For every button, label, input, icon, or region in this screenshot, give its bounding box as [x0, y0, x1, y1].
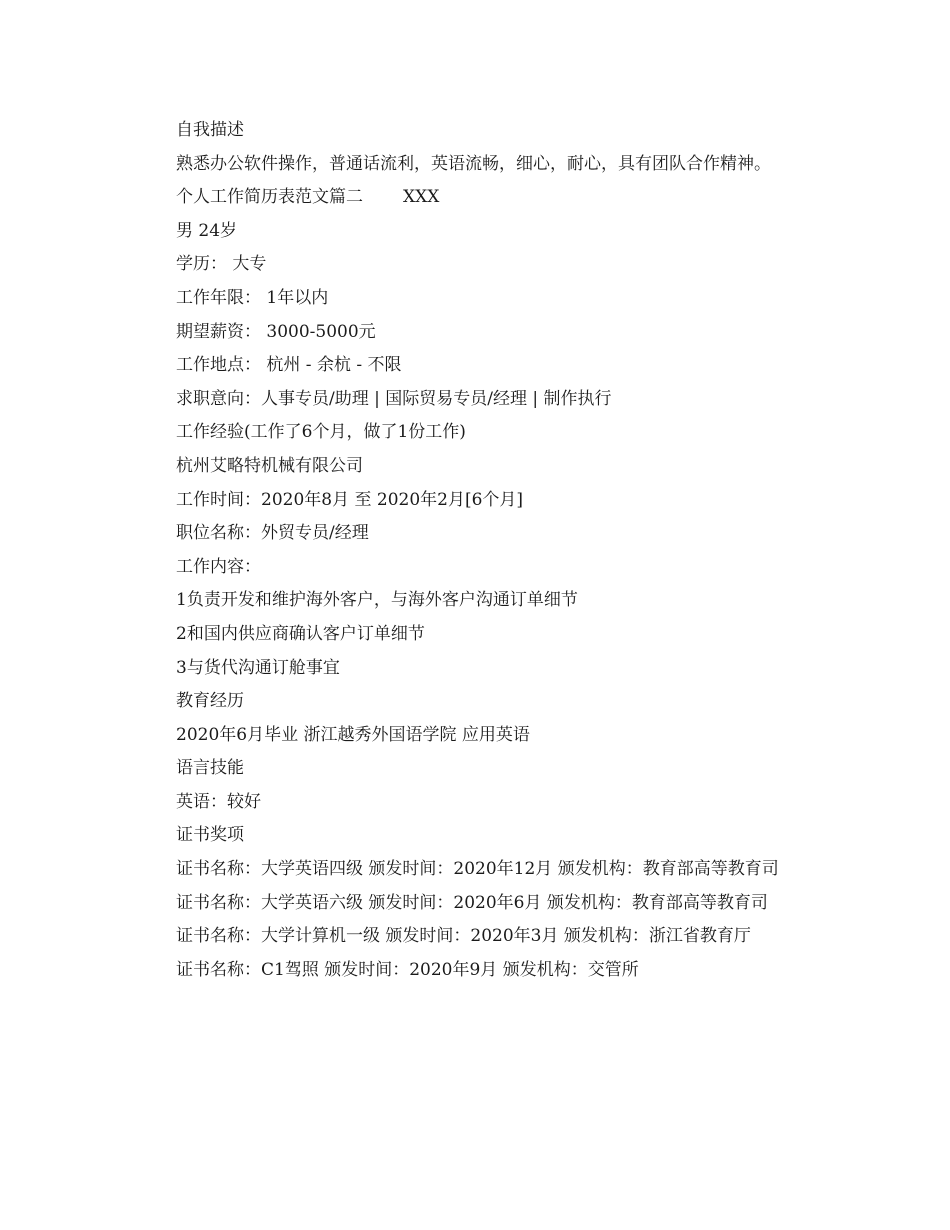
certificate-entry: 证书名称：大学英语六级 颁发时间：2020年6月 颁发机构：教育部高等教育司: [176, 892, 768, 913]
education-level: 学历： 大专: [176, 254, 267, 275]
resume-title: 个人工作简历表范文篇二: [176, 187, 363, 208]
company-name: 杭州艾略特机械有限公司: [176, 455, 363, 476]
work-content-item: 1负责开发和维护海外客户，与海外客户沟通订单细节: [176, 590, 578, 611]
job-title: 职位名称：外贸专员/经理: [176, 523, 369, 544]
work-location: 工作地点： 杭州 - 余杭 - 不限: [176, 355, 402, 376]
section-heading-education: 教育经历: [176, 691, 244, 712]
work-content-label: 工作内容：: [176, 556, 261, 577]
candidate-name: XXX: [403, 187, 440, 208]
expected-salary: 期望薪资： 3000-5000元: [176, 321, 376, 342]
certificate-entry: 证书名称：C1驾照 颁发时间：2020年9月 颁发机构：交管所: [176, 959, 639, 980]
language-skill-entry: 英语：较好: [176, 791, 261, 812]
job-intention: 求职意向：人事专员/助理 | 国际贸易专员/经理 | 制作执行: [176, 388, 612, 409]
section-heading-self-description: 自我描述: [176, 120, 244, 140]
work-content-item: 2和国内供应商确认客户订单细节: [176, 623, 425, 644]
work-years: 工作年限： 1年以内: [176, 287, 329, 308]
section-heading-work-experience: 工作经验(工作了6个月，做了1份工作): [176, 422, 466, 443]
section-heading-language-skills: 语言技能: [176, 758, 244, 779]
work-period: 工作时间：2020年8月 至 2020年2月[6个月]: [176, 489, 524, 510]
certificate-entry: 证书名称：大学英语四级 颁发时间：2020年12月 颁发机构：教育部高等教育司: [176, 859, 779, 880]
work-content-item: 3与货代沟通订舱事宜: [176, 657, 340, 678]
section-heading-certificates: 证书奖项: [176, 825, 244, 846]
certificate-entry: 证书名称：大学计算机一级 颁发时间：2020年3月 颁发机构：浙江省教育厅: [176, 926, 751, 947]
gender-age: 男 24岁: [176, 220, 238, 241]
resume-content: [140, 114, 820, 987]
self-description-text: 熟悉办公软件操作，普通话流利，英语流畅，细心，耐心，具有团队合作精神。: [176, 153, 771, 174]
education-entry: 2020年6月毕业 浙江越秀外国语学院 应用英语: [176, 724, 530, 745]
resume-title-line: [140, 181, 820, 215]
